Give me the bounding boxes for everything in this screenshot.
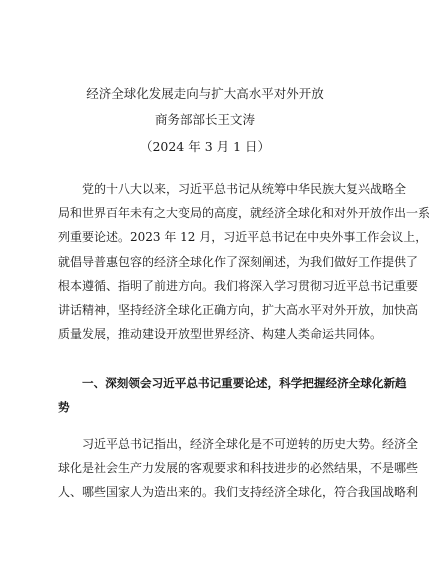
paragraph-line: 列重要论述。2023 年 12 月，习近平总书记在中央外事工作会议上，: [58, 230, 428, 245]
paragraph-line: 党的十八大以来，习近平总书记从统筹中华民族大复兴战略全: [82, 182, 407, 196]
paragraph-line: 质量发展，推动建设开放型世界经济、构建人类命运共同体。: [58, 327, 383, 342]
section-heading: [58, 371, 407, 419]
paragraph-line: 讲话精神，坚持经济全球化正确方向，扩大高水平对外开放，加快高: [58, 302, 419, 317]
document-title: 经济全球化发展走向与扩大高水平对外开放: [86, 86, 324, 101]
paragraph-line: 习近平总书记指出，经济全球化是不可逆转的历史大势。经济全: [82, 437, 419, 451]
paragraph-line: 根本遵循、指明了前进方向。我们将深入学习贯彻习近平总书记重要: [58, 278, 419, 293]
paragraph-line: 就倡导普惠包容的经济全球化作了深刻阐述，为我们做好工作提供了: [58, 254, 419, 269]
document-date: （2024 年 3 月 1 日）: [139, 139, 271, 154]
paragraph-line: 人、哪些国家人为造出来的。我们支持经济全球化，符合我国战略利: [58, 485, 419, 500]
paragraph-line: 局和世界百年未有之大变局的高度，就经济全球化和对外开放作出一系: [58, 206, 430, 221]
paragraph-intro: [58, 177, 430, 346]
document-author: 商务部部长王文涛: [154, 112, 255, 127]
heading-line: 势: [58, 400, 70, 415]
heading-line: 一、深刻领会习近平总书记重要论述，科学把握经济全球化新趋: [82, 376, 407, 390]
paragraph-line: 球化是社会生产力发展的客观要求和科技进步的必然结果，不是哪些: [58, 461, 419, 476]
paragraph-section1: [58, 432, 419, 505]
